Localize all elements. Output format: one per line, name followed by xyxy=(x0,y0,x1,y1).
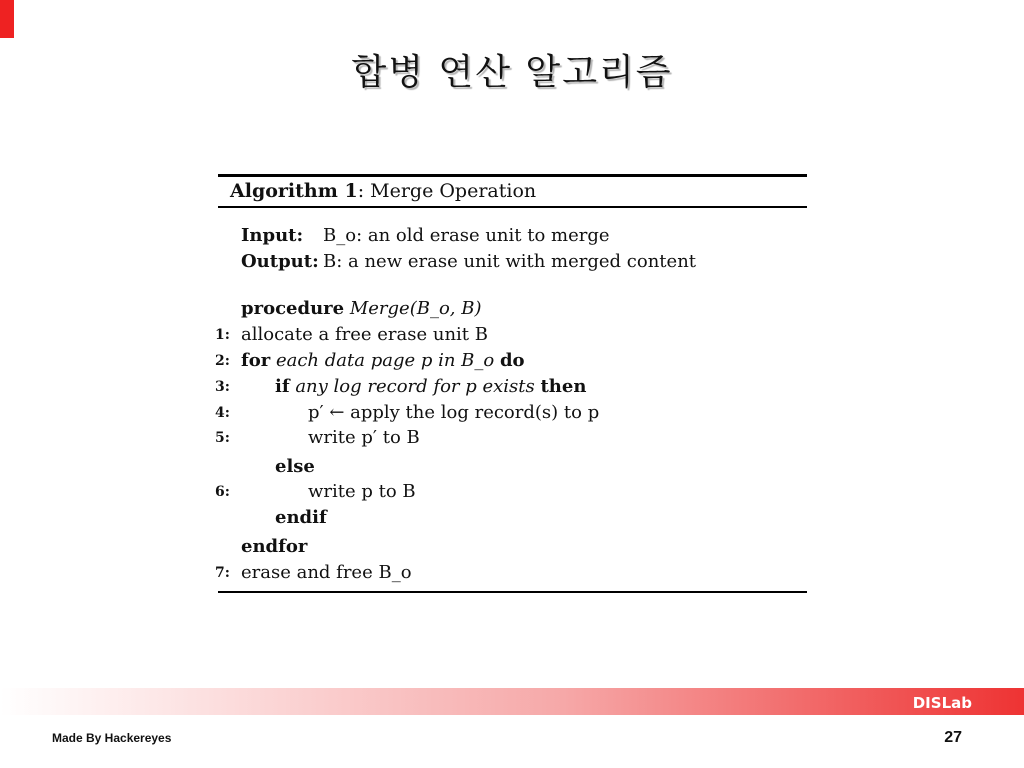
output-label: Output: xyxy=(241,251,319,272)
algorithm-line xyxy=(218,536,807,562)
line-number: 5: xyxy=(215,430,230,446)
algorithm-line xyxy=(218,507,807,533)
algorithm-caption xyxy=(230,180,536,202)
algorithm-caption-label: Algorithm 1 xyxy=(230,180,358,202)
line-text: write p′ to B xyxy=(308,427,420,448)
algorithm-caption-rule xyxy=(218,206,807,208)
line-number: 6: xyxy=(215,484,230,500)
procedure-line xyxy=(218,298,807,324)
input-text: B_o: an old erase unit to merge xyxy=(323,225,610,246)
corner-accent xyxy=(0,0,14,38)
line-keyword: endfor xyxy=(241,536,308,557)
algorithm-line xyxy=(215,324,807,350)
algorithm-caption-title: : Merge Operation xyxy=(357,180,537,202)
algorithm-line xyxy=(215,350,807,376)
input-label: Input: xyxy=(241,225,304,246)
line-number: 2: xyxy=(215,353,230,369)
algorithm-line xyxy=(215,427,807,453)
page-number: 27 xyxy=(944,729,962,746)
line-text: p′ ← apply the log record(s) to p xyxy=(308,402,600,423)
line-number: 7: xyxy=(215,565,230,581)
algorithm-line xyxy=(215,562,807,588)
line-text: any log record for p exists xyxy=(295,376,535,397)
algorithm-bottom-rule xyxy=(218,591,807,593)
line-text: write p to B xyxy=(308,481,416,502)
algorithm-top-rule xyxy=(218,174,807,177)
procedure-signature: Merge(B_o, B) xyxy=(349,298,482,319)
line-end-keyword: do xyxy=(499,350,525,371)
line-keyword: for xyxy=(241,350,271,371)
algorithm-line xyxy=(215,481,807,507)
algorithm-line xyxy=(215,376,807,402)
line-end-keyword: then xyxy=(540,376,587,397)
algorithm-box xyxy=(215,174,807,594)
algorithm-line xyxy=(215,402,807,428)
line-keyword: else xyxy=(275,456,315,477)
footer-gradient-bar xyxy=(0,688,1024,715)
output-text: B: a new erase unit with merged content xyxy=(323,251,697,272)
line-text: each data page p in B_o xyxy=(275,350,495,371)
line-text: erase and free B_o xyxy=(241,562,412,583)
slide-title: 합병 연산 알고리즘 xyxy=(351,52,673,93)
line-keyword: if xyxy=(275,376,290,397)
output-line xyxy=(218,251,807,277)
line-number: 3: xyxy=(215,379,230,395)
line-number: 4: xyxy=(215,405,230,421)
algorithm-line xyxy=(218,456,807,482)
procedure-keyword: procedure xyxy=(241,298,345,319)
line-number: 1: xyxy=(215,327,230,343)
line-text: allocate a free erase unit B xyxy=(241,324,488,345)
lab-name: DISLab xyxy=(912,694,972,712)
line-keyword: endif xyxy=(275,507,327,528)
input-line xyxy=(218,225,807,251)
footer-credit: Made By Hackereyes xyxy=(52,731,172,745)
